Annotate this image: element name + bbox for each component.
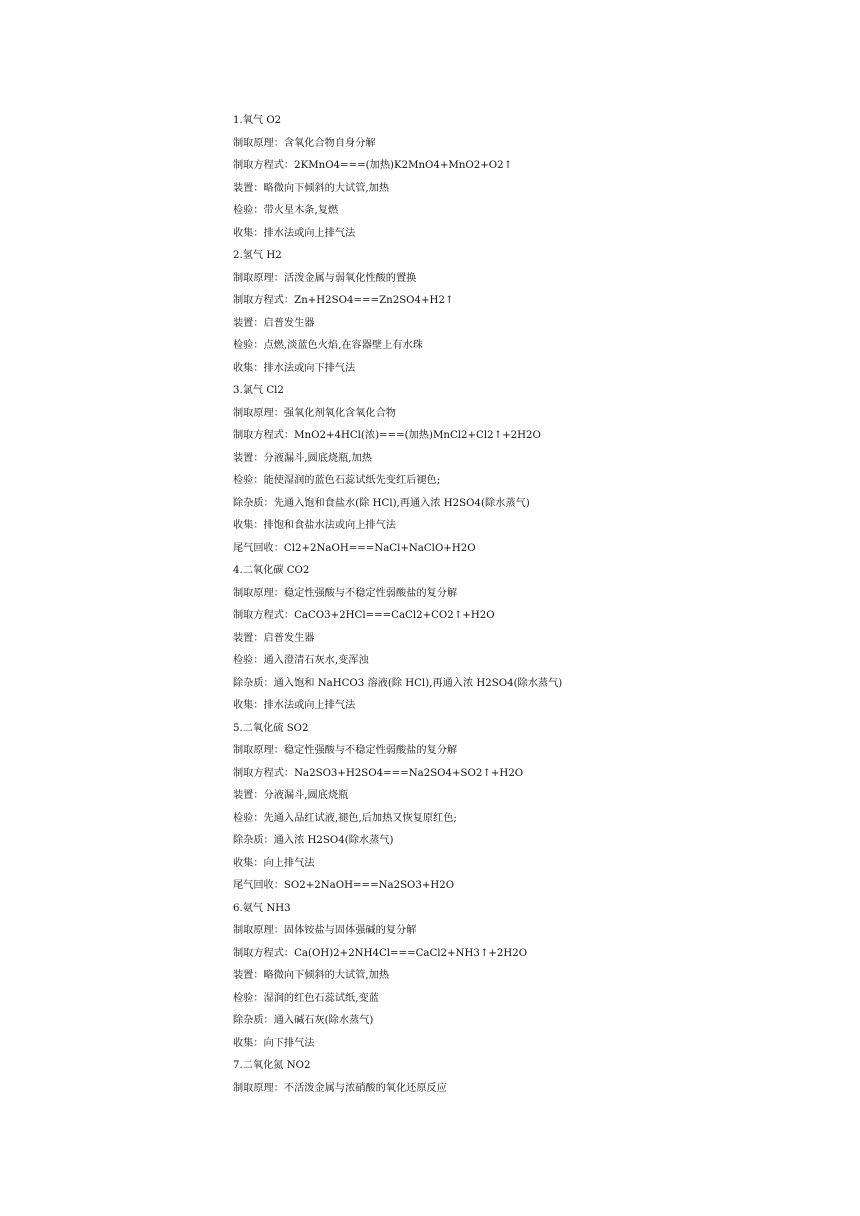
text-line: 收集：向上排气法: [233, 857, 315, 869]
text-line: 除杂质：先通入饱和食盐水(除 HCl),再通入浓 H2SO4(除水蒸气): [233, 497, 530, 509]
heading-sulfur-dioxide: 5.二氧化硫 SO2: [233, 722, 309, 734]
text-line: 装置：略微向下倾斜的大试管,加热: [233, 970, 390, 981]
text-line: 尾气回收：SO2+2NaOH===Na2SO3+H2O: [233, 880, 455, 891]
text-line: 装置：分液漏斗,圆底烧瓶,加热: [233, 452, 372, 464]
text-line: 检验：先通入品红试液,褪色,后加热又恢复原红色;: [233, 812, 457, 824]
text-line: 制取原理：稳定性强酸与不稳定性弱酸盐的复分解: [233, 587, 458, 599]
text-line: 制取方程式：CaCO3+2HCl===CaCl2+CO2↑+H2O: [233, 610, 495, 621]
document-content: [233, 110, 833, 1100]
text-line: 除杂质：通入浓 H2SO4(除水蒸气): [233, 835, 394, 846]
text-line: 收集：排饱和食盐水法或向上排气法: [233, 520, 396, 531]
text-line: 制取方程式：Zn+H2SO4===Zn2SO4+H2↑: [233, 295, 454, 306]
heading-chlorine: 3.氯气 Cl2: [233, 385, 284, 396]
text-line: 检验：点燃,淡蓝色火焰,在容器壁上有水珠: [233, 340, 423, 351]
text-line: 制取方程式：MnO2+4HCl(浓)===(加热)MnCl2+Cl2↑+2H2O: [233, 430, 541, 441]
text-line: 制取原理：含氧化合物自身分解: [233, 137, 376, 149]
text-line: 收集：排水法或向下排气法: [233, 362, 356, 374]
heading-oxygen: 1.氧气 O2: [233, 115, 282, 126]
heading-carbon-dioxide: 4.二氧化碳 CO2: [233, 565, 310, 576]
heading-ammonia: 6.氨气 NH3: [233, 902, 291, 914]
text-line: 收集：排水法或向上排气法: [233, 227, 356, 239]
text-line: 装置：启普发生器: [233, 632, 315, 644]
text-line: 除杂质：通入碱石灰(除水蒸气): [233, 1015, 374, 1026]
text-line: 除杂质：通入饱和 NaHCO3 溶液(除 HCl),再通入浓 H2SO4(除水蒸气): [233, 677, 563, 689]
text-line: 装置：启普发生器: [233, 317, 315, 329]
text-line: 收集：向下排气法: [233, 1037, 315, 1049]
heading-nitrogen-dioxide: 7.二氧化氮 NO2: [233, 1060, 311, 1071]
text-line: 检验：通入澄清石灰水,变浑浊: [233, 655, 369, 666]
text-line: 制取方程式：Na2SO3+H2SO4===Na2SO4+SO2↑+H2O: [233, 767, 524, 779]
text-line: 制取原理：稳定性强酸与不稳定性弱酸盐的复分解: [233, 745, 458, 756]
heading-hydrogen: 2.氢气 H2: [233, 250, 282, 261]
text-line: 收集：排水法或向上排气法: [233, 700, 356, 711]
text-line: 检验：带火星木条,复燃: [233, 205, 339, 216]
text-line: 制取方程式：Ca(OH)2+2NH4Cl===CaCl2+NH3↑+2H2O: [233, 947, 528, 959]
text-line: 制取方程式：2KMnO4===(加热)K2MnO4+MnO2+O2↑: [233, 160, 513, 171]
text-line: 检验：湿润的红色石蕊试纸,变蓝: [233, 992, 379, 1004]
text-line: 检验：能使湿润的蓝色石蕊试纸先变红后褪色;: [233, 475, 441, 486]
text-line: 制取原理：不活泼金属与浓硝酸的氧化还原反应: [233, 1082, 447, 1094]
text-line: 制取原理：强氧化剂氧化含氧化合物: [233, 407, 396, 419]
text-line: 制取原理：固体铵盐与固体强碱的复分解: [233, 925, 417, 936]
text-line: 制取原理：活泼金属与弱氧化性酸的置换: [233, 272, 417, 284]
text-line: 装置：分液漏斗,圆底烧瓶: [233, 790, 349, 801]
text-line: 尾气回收：Cl2+2NaOH===NaCl+NaClO+H2O: [233, 542, 476, 554]
text-line: 装置：略微向下倾斜的大试管,加热: [233, 182, 390, 194]
